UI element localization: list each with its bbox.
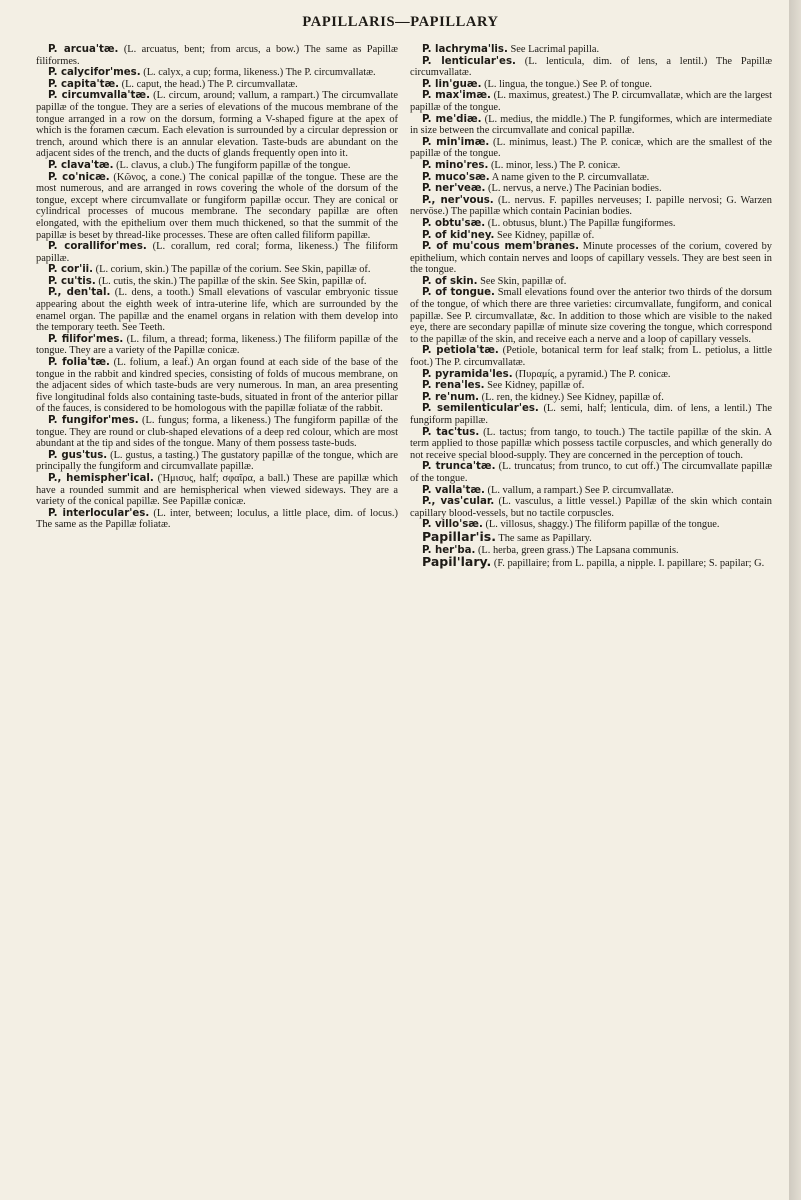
dictionary-entry xyxy=(410,114,772,137)
dictionary-entry xyxy=(410,461,772,484)
entry-headword: P., vas'cular. xyxy=(422,496,495,508)
entry-headword: P. her'ba. xyxy=(422,544,476,556)
entry-definition: (L. tactus; from tango, to touch.) The tactile papillæ of the skin. A term applied to those papillæ which possess tactile corpuscles, and which generally do not receive special blood-supply. They are concerned in the perception of touch. xyxy=(410,426,772,461)
entry-headword: Papillar'is. xyxy=(422,528,496,544)
entry-headword: P. muco'sæ. xyxy=(422,171,490,183)
dictionary-entry xyxy=(36,241,398,264)
entry-definition: Minute processes of the corium, covered by epithelium, which contain nerves and loops of capillary vessels. They are best seen in the tongue. xyxy=(410,241,772,276)
dictionary-entry xyxy=(410,160,772,172)
dictionary-entry xyxy=(410,345,772,368)
entry-definition: (Κῶνος, a cone.) The conical papillæ of the tongue. These are the most numerous, and are arranged in rows covering the whole of the dorsum of the tongue, except where circumvallate or fungiform papillæ occur. They are conical or cylindrical processes of mucous membrane. The secondary papillæ are often elongated, with the epithelium over them much thickened, so that the summit of the papillæ is beset by thread-like processes. These are often called filiform papillæ. xyxy=(36,171,398,241)
entry-definition: (L. folium, a leaf.) An organ found at each side of the base of the tongue in the rabbit and kindred species, consisting of folds of mucous membrane, on the adjacent sides of which taste-buds are very numerous. In man, an area presenting five longitudinal folds also containing taste-buds, situated in front of the anterior pillar of the fauces, is considered to be homologous with the papillæ foliatæ of the rabbit. xyxy=(36,357,398,415)
entry-definition: (L. lenticula, dim. of lens, a lentil.) The Papillæ circumvallatæ. xyxy=(410,55,772,79)
entry-definition: (L. filum, a thread; forma, likeness.) The filiform papillæ of the tongue. They are a variety of the Papillæ conicæ. xyxy=(36,333,398,357)
entry-definition: (L. ren, the kidney.) See Kidney, papillæ of. xyxy=(481,391,664,403)
entry-headword: P. clava'tæ. xyxy=(48,159,114,171)
entry-headword: P. capita'tæ. xyxy=(48,78,119,90)
entry-headword: P. lenticular'es. xyxy=(422,55,516,67)
entry-headword: P. cor'ii. xyxy=(48,264,94,276)
entry-headword: P. valla'tæ. xyxy=(422,484,485,496)
entry-definition: (L. cutis, the skin.) The papillæ of the skin. See Skin, papillæ of. xyxy=(98,275,367,287)
entry-definition: Small elevations found over the anterior two thirds of the dorsum of the tongue, of which there are three varieties: circumvallate, fungiform, and conical papillæ. See P. circumvallatæ, &c. In addition to those which are visible to the naked eye, there are secondary papillæ of minute size covering the tongue, which correspond to the papillæ of the skin, and receive each a nerve and a loop of capillary vessels. xyxy=(410,287,772,345)
dictionary-entry xyxy=(410,528,772,545)
dictionary-entry xyxy=(36,44,398,67)
dictionary-entry xyxy=(410,195,772,218)
page-edge-shadow xyxy=(789,0,801,1200)
entry-headword: P. max'imæ. xyxy=(422,90,491,102)
dictionary-entry xyxy=(410,380,772,392)
entry-definition: (L. corallum, red coral; forma, likeness.) The filiform papillæ. xyxy=(36,241,398,264)
dictionary-entry xyxy=(410,56,772,79)
dictionary-entry xyxy=(36,415,398,450)
entry-definition: (L. nervus, a nerve.) The Pacinian bodies. xyxy=(488,183,662,195)
entry-headword: P. arcua'tæ. xyxy=(48,44,119,55)
entry-definition: (L. truncatus; from trunco, to cut off.) The circumvallate papillæ of the tongue. xyxy=(410,461,773,484)
dictionary-entry xyxy=(410,241,772,276)
dictionary-entry xyxy=(410,403,772,426)
entry-definition: (Ἡμισυς, half; σφαῖρα, a ball.) These are papillæ which have a rounded summit and are hemispherical when viewed sideways. They are a variety of the conical papillæ. See Papillæ conicæ. xyxy=(36,472,398,508)
entry-definition: (L. nervus. F. papilles nerveuses; I. papille nervosi; G. Warzen nervöse.) The papillæ which contain Pacinian bodies. xyxy=(410,194,772,218)
dictionary-entry xyxy=(410,172,772,184)
entry-definition: (L. arcuatus, bent; from arcus, a bow.) The same as Papillæ filiformes. xyxy=(36,44,398,67)
right-column xyxy=(410,44,772,570)
entry-headword: P. me'diæ. xyxy=(422,113,482,125)
entry-definition: (L. lingua, the tongue.) See P. of tongue. xyxy=(484,78,653,90)
entry-definition: See Lacrimal papilla. xyxy=(510,44,600,55)
dictionary-entry xyxy=(410,44,772,56)
dictionary-entry xyxy=(410,90,772,113)
dictionary-entry xyxy=(410,556,772,570)
dictionary-entry xyxy=(36,357,398,415)
entry-definition: See Kidney, papillæ of. xyxy=(487,380,585,392)
entry-definition: (L. circum, around; vallum, a rampart.) The circumvallate papillæ of the tongue. They are a series of elevations of the mucous membrane of the tongue arranged in a row on the dorsum, forming a V-shaped figure at the apex of which is the foramen cæcum. Each elevation is surrounded by a circular depression or trench, around which there is an annular elevation. Taste-buds are abundant on the adjacent sides of the trench, and the ducts of glands frequently open into it. xyxy=(36,90,398,160)
entry-headword: P. co'nicæ. xyxy=(48,171,110,183)
entry-definition: (L. corium, skin.) The papillæ of the corium. See Skin, papillæ of. xyxy=(95,264,371,276)
entry-definition: (L. obtusus, blunt.) The Papillæ fungiformes. xyxy=(487,217,676,229)
dictionary-entry xyxy=(410,276,772,288)
dictionary-entry xyxy=(410,137,772,160)
entry-headword: P. of tongue. xyxy=(422,287,495,299)
entry-headword: P. re'num. xyxy=(422,391,480,403)
entry-definition: (F. papillaire; from L. papilla, a nipple. I. papillare; S. papilar; G. xyxy=(493,558,765,570)
entry-headword: P. pyramida'les. xyxy=(422,368,513,380)
dictionary-entry xyxy=(36,276,398,288)
entry-headword: P., den'tal. xyxy=(48,287,111,299)
entry-definition: (Πυραμίς, a pyramid.) The P. conicæ. xyxy=(515,368,671,380)
entry-headword: P. trunca'tæ. xyxy=(422,461,496,473)
entry-definition: (L. clavus, a club.) The fungiform papillæ of the tongue. xyxy=(116,159,351,171)
dictionary-entry xyxy=(410,230,772,242)
entry-headword: P. cu'tis. xyxy=(48,275,96,287)
entry-headword: P. calycifor'mes. xyxy=(48,67,141,79)
dictionary-entry xyxy=(410,496,772,519)
entry-headword: P. folia'tæ. xyxy=(48,357,110,369)
entry-definition: See Skin, papillæ of. xyxy=(480,275,567,287)
dictionary-entry xyxy=(36,287,398,333)
dictionary-entry xyxy=(36,172,398,242)
entry-headword: P. interlocular'es. xyxy=(48,507,150,519)
entry-headword: P. corallifor'mes. xyxy=(48,241,147,253)
entry-definition: (L. caput, the head.) The P. circumvallatæ. xyxy=(121,78,298,90)
dictionary-entry xyxy=(410,369,772,381)
entry-headword: P., ner'vous. xyxy=(422,194,494,206)
entry-definition: (L. minimus, least.) The P. conicæ, which are the smallest of the papillæ of the tongue. xyxy=(410,136,772,160)
entry-definition: (Petiole, botanical term for leaf stalk; from L. petiolus, a little foot.) The P. circumvallatæ. xyxy=(410,345,772,369)
entry-headword: P. of skin. xyxy=(422,275,478,287)
entry-headword: P. gus'tus. xyxy=(48,449,108,461)
entry-headword: P. tac'tus. xyxy=(422,426,480,438)
dictionary-entry xyxy=(36,473,398,508)
entry-definition: The same as Papillary. xyxy=(498,532,592,544)
entry-definition: See Kidney, papillæ of. xyxy=(497,229,595,241)
entry-definition: (L. calyx, a cup; forma, likeness.) The P. circumvallatæ. xyxy=(143,67,376,79)
entry-headword: P. circumvalla'tæ. xyxy=(48,90,150,102)
dictionary-entry xyxy=(410,218,772,230)
left-column xyxy=(36,44,398,531)
entry-headword: P. petiola'tæ. xyxy=(422,345,499,357)
entry-definition: (L. vasculus, a little vessel.) Papillæ of the skin which contain capillary blood-vessels, but no tactile corpuscles. xyxy=(410,496,772,519)
entry-definition: (L. fungus; forma, a likeness.) The fungiform papillæ of the tongue. They are round or club-shaped elevations of a deep red colour, which are most abundant at the tip and sides of the tongue. Many of them possess taste-buds. xyxy=(36,415,398,450)
entry-definition: (L. semi, half; lenticula, dim. of lens, a lentil.) The fungiform papillæ. xyxy=(410,403,772,426)
dictionary-entry xyxy=(36,450,398,473)
dictionary-entry xyxy=(410,392,772,404)
entry-definition: (L. inter, between; loculus, a little place, dim. of locus.) The same as the Papillæ foliatæ. xyxy=(36,507,398,531)
entry-headword: P. ner'veæ. xyxy=(422,183,486,195)
dictionary-entry xyxy=(36,508,398,531)
entry-definition: (L. maximus, greatest.) The P. circumvallatæ, which are the largest papillæ of the tongue. xyxy=(410,90,772,113)
dictionary-entry xyxy=(410,287,772,345)
dictionary-entry xyxy=(410,183,772,195)
entry-definition: (L. herba, green grass.) The Lapsana communis. xyxy=(477,544,679,556)
dictionary-entry xyxy=(410,485,772,497)
dictionary-entry xyxy=(36,79,398,91)
entry-headword: P. of kid'ney. xyxy=(422,229,495,241)
dictionary-entry xyxy=(36,334,398,357)
dictionary-entry xyxy=(410,427,772,462)
entry-headword: P. min'imæ. xyxy=(422,136,490,148)
entry-headword: P. mino'res. xyxy=(422,159,489,171)
entry-headword: P. lin'guæ. xyxy=(422,78,482,90)
dictionary-entry xyxy=(36,90,398,160)
entry-headword: P., hemispher'ical. xyxy=(48,472,154,484)
entry-headword: P. filifor'mes. xyxy=(48,333,124,345)
entry-headword: P. semilenticular'es. xyxy=(422,403,539,415)
entry-definition: (L. dens, a tooth.) Small elevations of vascular embryonic tissue appearing about the eighth week of intra-uterine life, which are surrounded by the enamel organ. The papillæ and the enamel organs in relation with them develop into the temporary teeth. See Teeth. xyxy=(36,287,398,334)
entry-headword: P. of mu'cous mem'branes. xyxy=(422,241,579,253)
entry-definition: (L. villosus, shaggy.) The filiform papillæ of the tongue. xyxy=(485,519,720,531)
entry-headword: P. villo'sæ. xyxy=(422,519,483,531)
dictionary-entry xyxy=(410,79,772,91)
entry-definition: A name given to the P. circumvallatæ. xyxy=(491,171,650,183)
page-header: PAPILLARIS—PAPILLARY xyxy=(302,14,499,30)
entry-headword: P. lachryma'lis. xyxy=(422,44,508,55)
dictionary-entry xyxy=(36,264,398,276)
entry-headword: P. obtu'sæ. xyxy=(422,217,486,229)
entry-headword: P. rena'les. xyxy=(422,380,485,392)
entry-definition: (L. medius, the middle.) The P. fungiformes, which are intermediate in size between the circumvallate and conical papillæ. xyxy=(410,113,772,137)
entry-definition: (L. gustus, a tasting.) The gustatory papillæ of the tongue, which are principally the fungiform and circumvallate papillæ. xyxy=(36,449,398,473)
entry-headword: Papil'lary. xyxy=(422,554,492,570)
entry-headword: P. fungifor'mes. xyxy=(48,415,139,426)
dictionary-entry xyxy=(36,67,398,79)
dictionary-entry xyxy=(36,160,398,172)
entry-definition: (L. minor, less.) The P. conicæ. xyxy=(490,159,621,171)
entry-definition: (L. vallum, a rampart.) See P. circumvallatæ. xyxy=(487,484,674,496)
